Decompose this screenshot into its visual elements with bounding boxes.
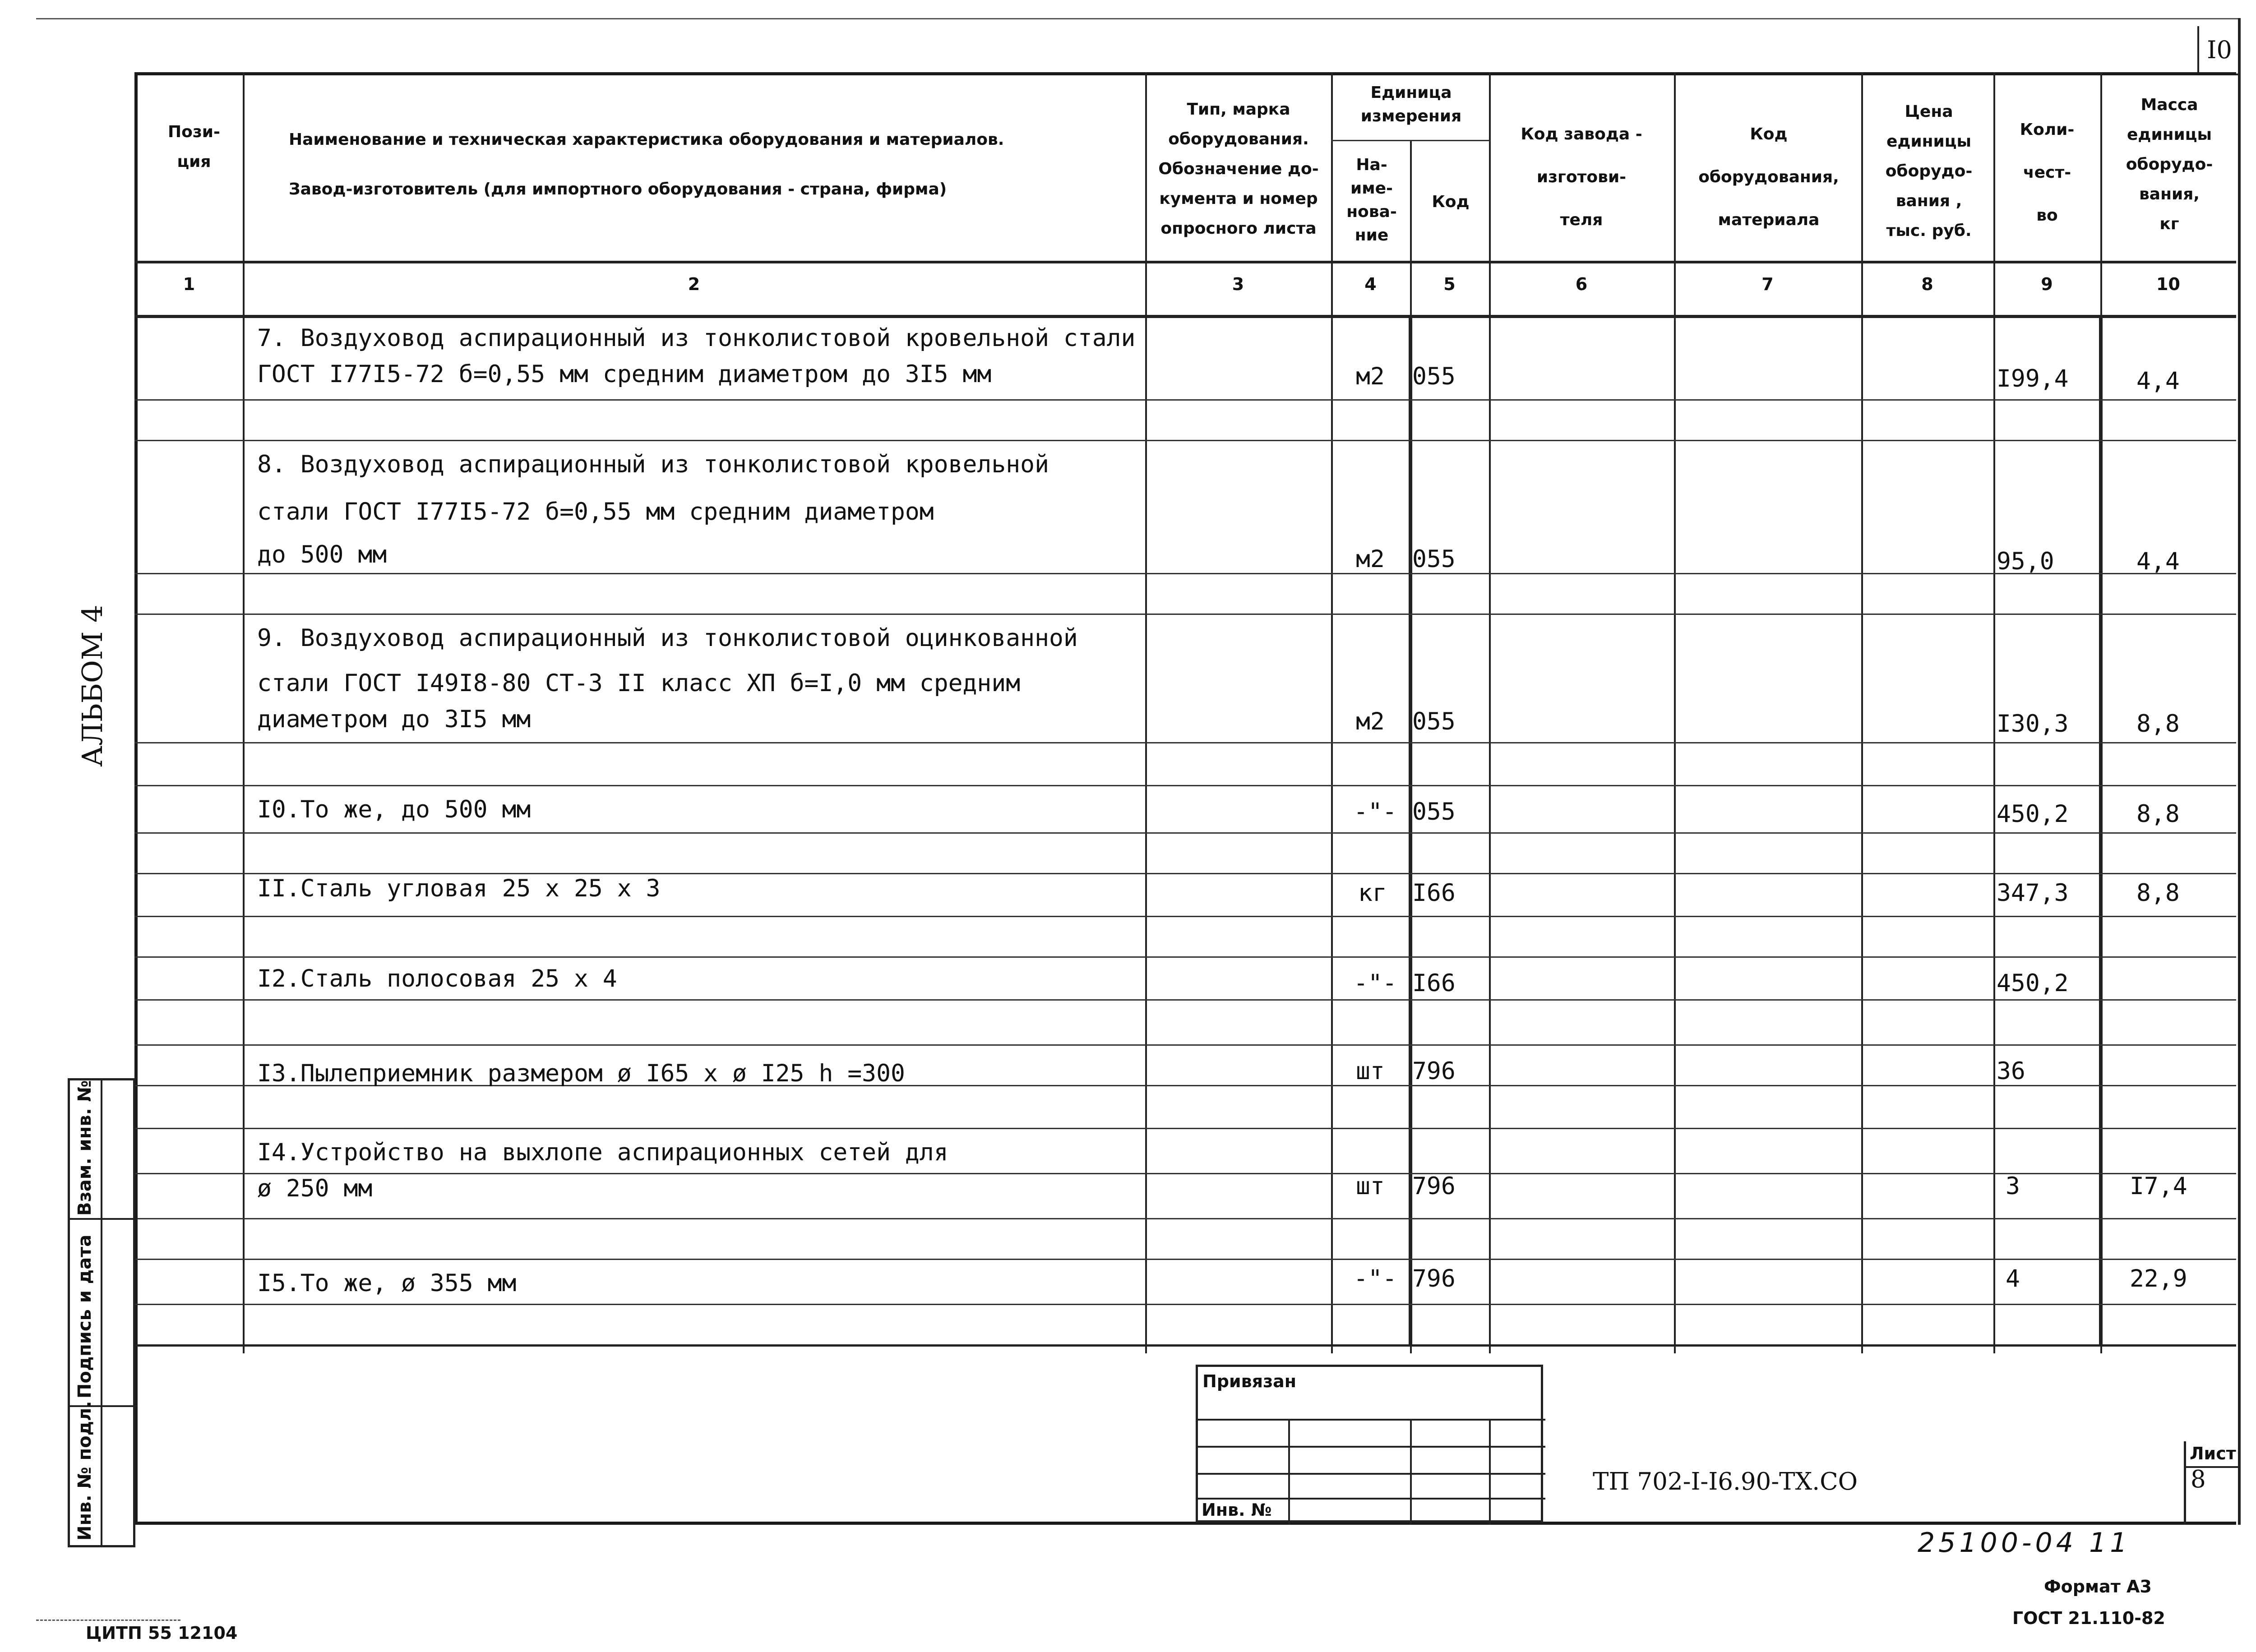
frame-right-line (2238, 18, 2241, 1525)
bottom-rule (36, 1620, 180, 1621)
item-unit: м2 (1356, 545, 1385, 573)
item-qty: I99,4 (1997, 365, 2069, 392)
stamp-rule (70, 1218, 138, 1220)
item-code: 796 (1412, 1172, 1456, 1200)
item-text: I3.Пылеприемник размером ø I65 х ø I25 h =300 (257, 1060, 905, 1087)
row-rule (134, 1304, 2236, 1305)
item-unit: -"- (1354, 1265, 1397, 1292)
header-unit-name: На- име- нова- ние (1346, 156, 1397, 245)
left-stamp (68, 1078, 135, 1547)
header-position: Пози- ция (168, 123, 220, 171)
item-qty: 36 (1997, 1057, 2025, 1085)
item-unit: кг (1358, 879, 1387, 907)
row-rule (134, 614, 2236, 615)
header-price: Цена единицы оборудо- вания , тыс. руб. (1885, 102, 1973, 240)
item-mass: 8,8 (2136, 710, 2180, 738)
row-rule (134, 742, 2236, 743)
column-number: 7 (1761, 274, 1774, 294)
item-text: стали ГОСТ I49I8-80 СТ-3 II класс ХП б=I,0 мм средним (257, 669, 1021, 697)
item-qty: 450,2 (1997, 800, 2069, 828)
item-unit: шт (1356, 1057, 1385, 1085)
item-text: до 500 мм (257, 541, 387, 568)
row-rule (134, 399, 2236, 401)
header-factory-code: Код завода - изготови- теля (1521, 125, 1642, 229)
frame-top-line (36, 18, 2238, 19)
row-rule (134, 573, 2236, 574)
bold-col-divider (1409, 316, 1412, 1344)
binding-vline (1410, 1419, 1412, 1525)
item-code: I66 (1412, 969, 1456, 997)
item-qty: 450,2 (1997, 969, 2069, 997)
header-bottom (134, 261, 2236, 263)
item-text: I5.То же, ø 355 мм (257, 1269, 517, 1297)
sheet-number: 8 (2191, 1466, 2206, 1493)
binding-rule (1198, 1446, 1545, 1448)
album-label: АЛЬБОМ 4 (76, 605, 109, 767)
sheet-box (2184, 1441, 2236, 1525)
stamp-vzam-label: Взам. инв. № (74, 1080, 95, 1216)
row-rule (134, 1259, 2236, 1260)
column-number: 4 (1364, 274, 1377, 294)
column-number: 6 (1575, 274, 1588, 294)
column-number: 8 (1921, 274, 1933, 294)
binding-rule (1198, 1498, 1545, 1500)
column-number: 5 (1443, 274, 1456, 294)
col-divider (1145, 72, 1147, 1353)
header-unit-group: Единица измерения (1360, 83, 1462, 125)
row-rule (134, 916, 2236, 917)
title-block-binding (1196, 1365, 1543, 1523)
colnum-bottom (134, 315, 2236, 318)
inv-number-label: Инв. № (1202, 1500, 1272, 1520)
document-code: ТП 702-I-I6.90-ТХ.СО (1593, 1468, 1858, 1495)
header-mass: Масса единицы оборудо- вания, кг (2126, 96, 2213, 233)
column-number: 10 (2156, 274, 2180, 294)
item-text: ø 250 мм (257, 1175, 373, 1202)
row-rule (134, 1173, 2236, 1174)
item-unit: м2 (1356, 363, 1385, 390)
col-divider (1993, 72, 1995, 1353)
item-text: I4.Устройство на выхлопе аспирационных сетей для (257, 1139, 948, 1166)
item-qty: 347,3 (1997, 879, 2069, 907)
item-code: 055 (1412, 798, 1456, 826)
col-divider (243, 72, 245, 1353)
item-code: 796 (1412, 1057, 1456, 1085)
gost-label: ГОСТ 21.110-82 (2012, 1608, 2165, 1628)
header-unit-code: Код (1432, 193, 1470, 211)
row-rule (134, 873, 2236, 874)
row-rule (134, 956, 2236, 958)
item-mass: 8,8 (2136, 879, 2180, 907)
item-code: 796 (1412, 1265, 1456, 1292)
item-unit: шт (1356, 1172, 1385, 1200)
item-text: 7. Воздуховод аспирационный из тонколистовой кровельной стали (257, 324, 1136, 352)
item-unit: -"- (1354, 969, 1397, 997)
item-code: 055 (1412, 708, 1456, 735)
item-code: 055 (1412, 545, 1456, 573)
item-qty: 3 (2006, 1172, 2020, 1200)
column-number: 9 (2041, 274, 2053, 294)
item-qty: 4 (2006, 1265, 2020, 1292)
binding-rule (1198, 1419, 1545, 1421)
row-rule (134, 440, 2236, 441)
item-mass: I7,4 (2130, 1172, 2187, 1200)
binding-vline (1288, 1419, 1290, 1525)
binding-rule (1198, 1473, 1545, 1475)
item-text: I0.То же, до 500 мм (257, 796, 531, 823)
row-rule (134, 785, 2236, 786)
item-code: 055 (1412, 363, 1456, 390)
binding-vline (1489, 1419, 1491, 1525)
unit-group-divider (1331, 140, 1489, 141)
row-rule (134, 1218, 2236, 1219)
stamp-inv-label: Инв. № подл. (74, 1401, 95, 1541)
sheet-corner-number: I0 (2197, 26, 2240, 75)
header-name: Наименование и техническая характеристика оборудования и материалов. Завод-изготовитель (для импортного оборудования - страна, фирма) (289, 130, 1004, 198)
item-qty: 95,0 (1997, 548, 2054, 575)
row-rule (134, 832, 2236, 834)
row-rule (134, 1128, 2236, 1129)
stamp-inner-vline (101, 1080, 102, 1545)
binding-label: Привязан (1202, 1371, 1297, 1391)
col-divider (1861, 72, 1863, 1353)
table-body-bottom (134, 1344, 2236, 1347)
column-number: 1 (183, 274, 195, 294)
column-number: 3 (1232, 274, 1244, 294)
item-text: ГОСТ I77I5-72 б=0,55 мм средним диаметром до 3I5 мм (257, 360, 992, 388)
stamp-podpis-label: Подпись и дата (74, 1234, 95, 1398)
item-text: I2.Сталь полосовая 25 х 4 (257, 965, 617, 992)
item-text: стали ГОСТ I77I5-72 б=0,55 мм средним диаметром (257, 498, 934, 526)
row-rule (134, 1044, 2236, 1046)
header-type: Тип, марка оборудования. Обозначение до- кумента и номер опросного листа (1158, 100, 1319, 238)
sheet-label: Лист (2190, 1444, 2236, 1463)
col-divider (1331, 72, 1333, 1353)
item-code: I66 (1412, 879, 1456, 907)
handwritten-number: 25100-04 11 (1918, 1527, 2131, 1559)
item-qty: I30,3 (1997, 710, 2069, 738)
row-rule (134, 999, 2236, 1001)
bold-col-divider (2099, 316, 2103, 1344)
item-mass: 8,8 (2136, 800, 2180, 828)
item-text: II.Сталь угловая 25 х 25 х 3 (257, 875, 661, 902)
item-text: 8. Воздуховод аспирационный из тонколистовой кровельной (257, 451, 1049, 478)
item-mass: 22,9 (2130, 1265, 2187, 1292)
item-text: 9. Воздуховод аспирационный из тонколистовой оцинкованной (257, 624, 1078, 652)
item-unit: м2 (1356, 708, 1385, 735)
item-mass: 4,4 (2136, 548, 2180, 575)
item-text: диаметром до 3I5 мм (257, 706, 531, 733)
item-mass: 4,4 (2136, 367, 2180, 395)
column-number: 2 (688, 274, 700, 294)
citp-label: ЦИТП 55 12104 (86, 1623, 238, 1643)
item-unit: -"- (1354, 798, 1397, 826)
col-divider (1674, 72, 1676, 1353)
header-equipment-code: Код оборудования, материала (1698, 125, 1839, 229)
col-divider (1489, 72, 1491, 1353)
format-label: Формат А3 (2044, 1577, 2152, 1597)
header-quantity: Коли- чест- во (2020, 120, 2075, 225)
